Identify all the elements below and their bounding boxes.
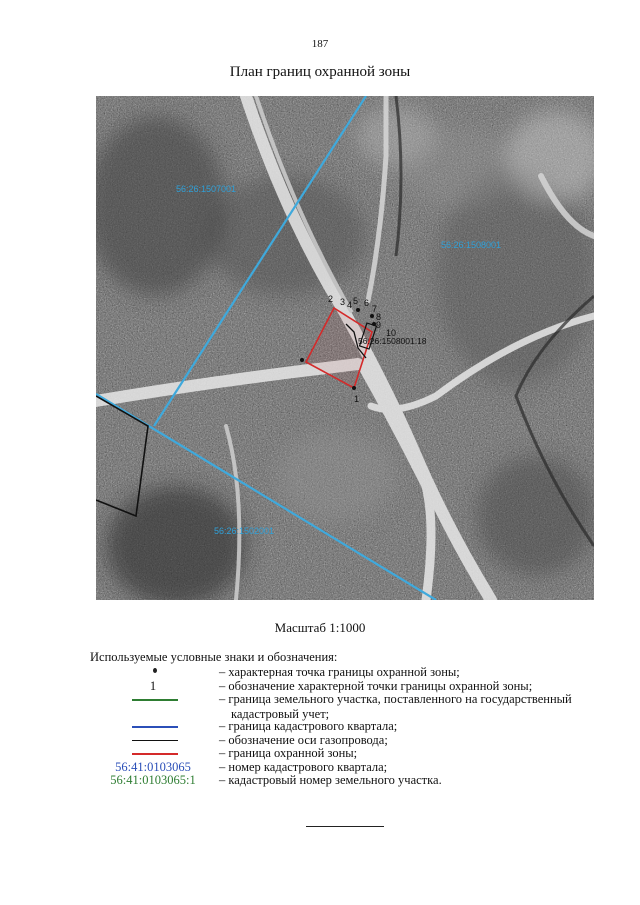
legend-description: – обозначение оси газопровода;: [219, 732, 388, 747]
point-label: 4: [347, 300, 353, 310]
legend-item-protection-zone: [0, 746, 640, 760]
point-label: 6: [364, 298, 370, 308]
page-number: 187: [311, 38, 329, 50]
boundary-point: [356, 308, 360, 312]
point-label: 3: [340, 297, 346, 307]
red-line-icon: [132, 753, 178, 755]
legend: [0, 665, 640, 787]
point-marker-icon: [153, 668, 157, 673]
legend-symbol-text: 56:41:0103065:1: [110, 773, 196, 787]
legend-description-cont: кадастровый учет;: [231, 706, 330, 721]
quarter-label: 56:26:1507001: [176, 184, 237, 194]
point-label: 7: [372, 304, 378, 314]
legend-item-parcel-number: [0, 773, 640, 787]
legend-item-point-label: [0, 679, 640, 693]
legend-item-parcel-boundary: [0, 692, 640, 719]
green-line-icon: [132, 699, 178, 701]
quarter-label: 56:26:1508001: [441, 240, 502, 250]
parcel-label: 56:26:1508001:18: [358, 336, 427, 346]
point-label: 5: [353, 296, 359, 306]
legend-description: – граница земельного участка, поставленного на государственный: [219, 692, 572, 706]
legend-description: – граница охранной зоны;: [219, 746, 358, 760]
point-label: 9: [376, 320, 382, 330]
legend-heading: Используемые условные знаки и обозначения:: [90, 650, 338, 664]
blue-line-icon: [132, 726, 178, 728]
bottom-rule: [306, 826, 384, 827]
legend-item-point: [0, 665, 640, 679]
legend-item-quarter-number: [0, 760, 640, 774]
point-label: 10: [386, 328, 397, 338]
legend-description: – номер кадастрового квартала;: [219, 759, 388, 774]
legend-description: – граница кадастрового квартала;: [219, 719, 398, 733]
legend-item-quarter-boundary: [0, 719, 640, 733]
point-label: 1: [354, 394, 360, 404]
boundary-point: [352, 386, 356, 390]
map-scale: Масштаб 1:1000: [274, 620, 366, 635]
map-image: [96, 96, 594, 600]
point-label: 8: [376, 312, 382, 322]
black-line-icon: [132, 740, 178, 741]
legend-symbol-text: 1: [149, 678, 157, 693]
point-label: 2: [328, 294, 334, 304]
legend-description: – кадастровый номер земельного участка.: [219, 773, 442, 787]
quarter-label: 56:26:1502001: [214, 526, 275, 536]
legend-item-gas-axis: [0, 733, 640, 747]
boundary-point: [300, 358, 304, 362]
legend-description: – характерная точка границы охранной зоны;: [219, 665, 460, 679]
legend-symbol-text: 56:41:0103065: [115, 759, 191, 774]
page-title: План границ охранной зоны: [229, 64, 411, 80]
boundary-point: [370, 314, 374, 318]
legend-description: – обозначение характерной точки границы охранной зоны;: [219, 678, 533, 693]
